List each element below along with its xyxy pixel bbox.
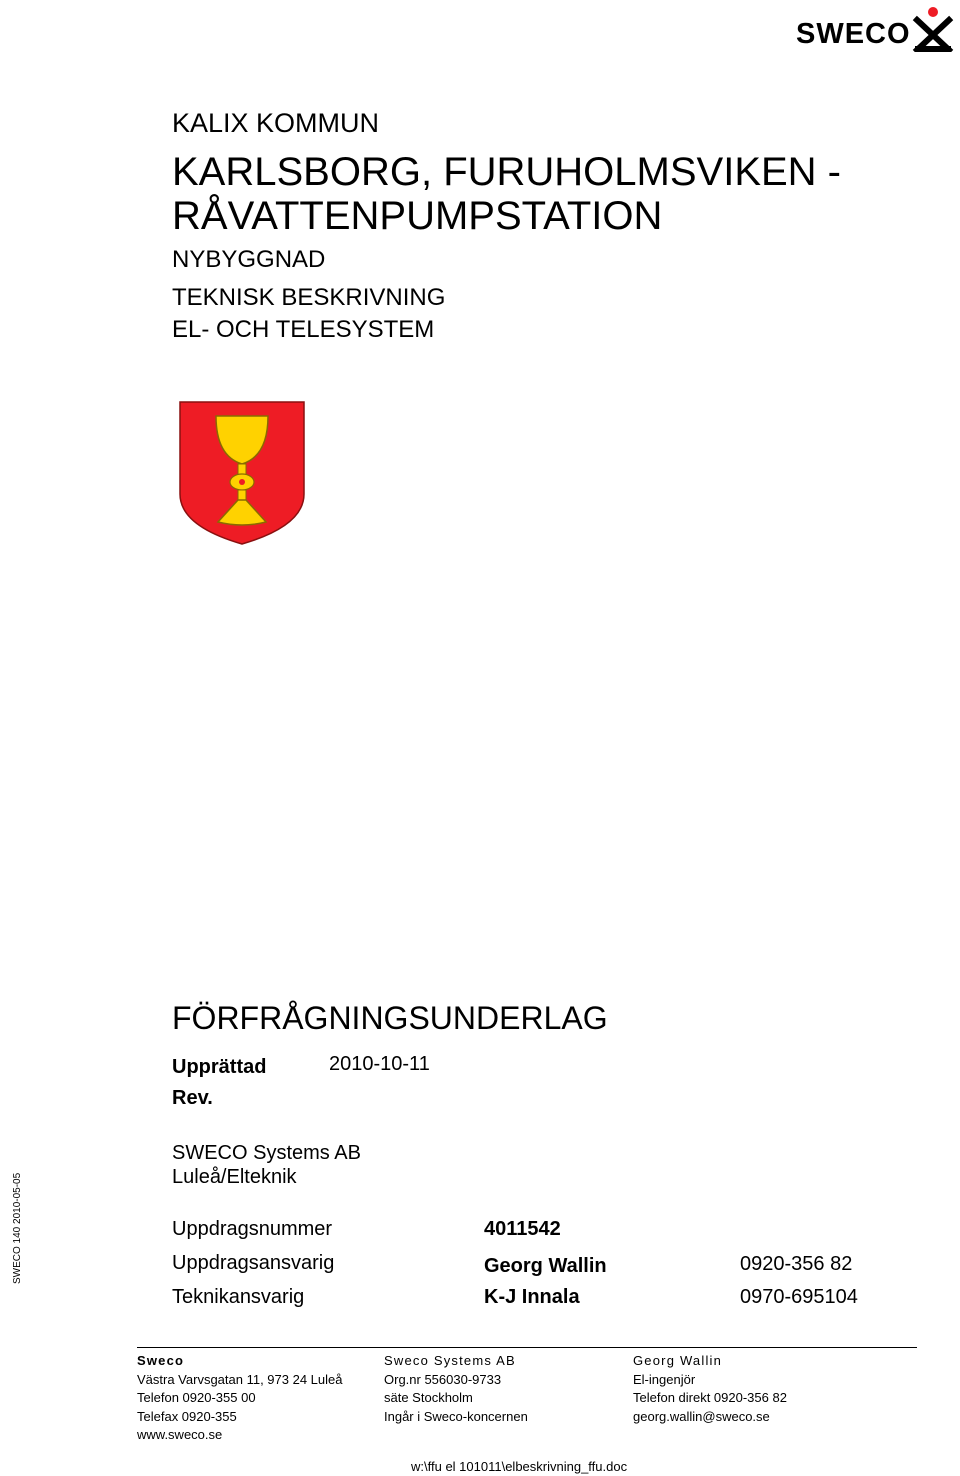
sweco-person-icon [912,6,954,52]
footer-website: www.sweco.se [137,1427,223,1442]
assignment-number-value: 4011542 [484,1218,561,1240]
footer-fax: Telefax 0920-355 [137,1408,237,1424]
created-date: 2010-10-11 [329,1053,430,1075]
coat-of-arms-shield-icon [178,398,306,546]
footer-column-contact [633,1352,787,1426]
assignment-number-label: Uppdragsnummer [172,1218,333,1240]
revision-label: Rev. [172,1087,213,1109]
footer-address: Västra Varvsgatan 11, 973 24 Luleå [137,1371,343,1387]
subtitle-teknisk-beskrivning: TEKNISK BESKRIVNING [172,284,446,311]
footer-org-number: Org.nr 556030-9733 [384,1371,502,1387]
footer-role: El-ingenjör [633,1371,696,1387]
client-name: KALIX KOMMUN [172,108,380,138]
sweco-logo [796,6,956,54]
logo-text: SWECO [796,18,911,50]
project-title-line-1: KARLSBORG, FURUHOLMSVIKEN - [172,150,842,194]
footer-heading: Sweco [137,1353,185,1368]
form-code: SWECO 140 2010-05-05 [12,1172,23,1284]
project-title [172,150,841,238]
assignment-responsible-label: Uppdragsansvarig [172,1252,335,1274]
subtitle-el-och-telesystem: EL- OCH TELESYSTEM [172,316,435,343]
footer-column-sweco [137,1352,343,1445]
department: Luleå/Elteknik [172,1166,297,1188]
subtitle-nybyggnad: NYBYGGNAD [172,246,326,273]
project-title-line-2: RÅVATTENPUMPSTATION [172,194,663,238]
footer-seat: säte Stockholm [384,1390,473,1405]
kalix-coat-of-arms [178,398,306,546]
footer-direct-phone: Telefon direkt 0920-356 82 [633,1390,787,1405]
assignment-responsible-name: Georg Wallin [484,1255,607,1277]
technical-responsible-label: Teknikansvarig [172,1286,305,1308]
footer-column-company [384,1352,528,1426]
footer-heading: Georg Wallin [633,1353,723,1368]
created-label: Upprättad [172,1056,267,1078]
footer-phone: Telefon 0920-355 00 [137,1390,256,1405]
company-name: SWECO Systems AB [172,1142,361,1164]
assignment-responsible-phone: 0920-356 82 [740,1253,853,1275]
footer-heading: Sweco Systems AB [384,1353,516,1368]
document-stage: FÖRFRÅGNINGSUNDERLAG [172,1000,608,1036]
footer-email: georg.wallin@sweco.se [633,1408,770,1424]
file-path: w:\ffu el 101011\elbeskrivning_ffu.doc [411,1459,628,1474]
footer-divider [137,1347,917,1348]
technical-responsible-name: K-J Innala [484,1286,580,1308]
footer-group: Ingår i Sweco-koncernen [384,1408,528,1424]
technical-responsible-phone: 0970-695104 [740,1286,858,1308]
